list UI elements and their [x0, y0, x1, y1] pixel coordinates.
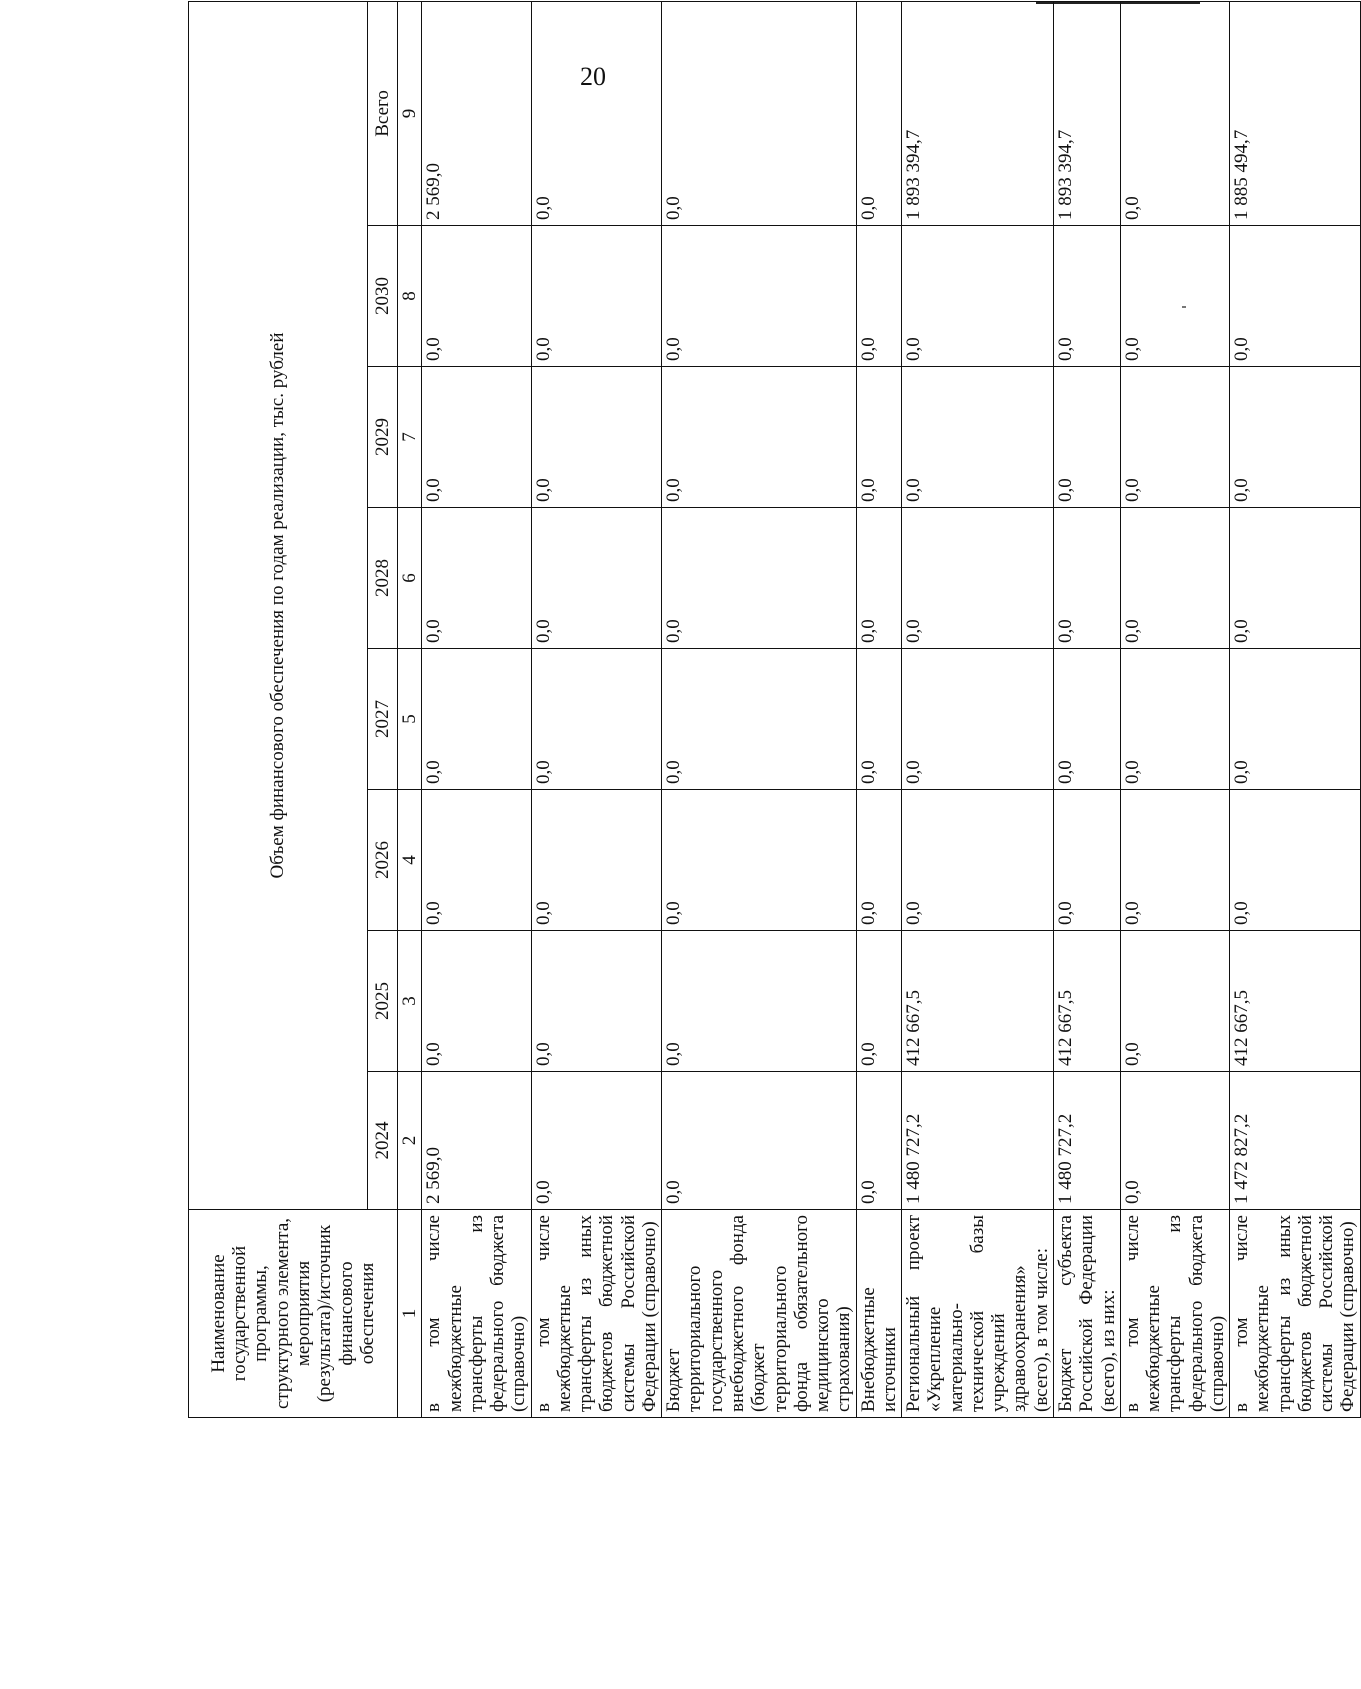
value-cell: 0,0	[422, 226, 531, 367]
column-number: 9	[398, 1, 422, 225]
column-number: 8	[398, 226, 422, 367]
row-name-cell: Бюджет субъекта Российской Федерации (всего), из них:	[1053, 1210, 1120, 1418]
year-header: 2030	[367, 226, 397, 367]
table-row	[1053, 1, 1120, 1417]
table-row	[1230, 1, 1361, 1417]
value-cell: 0,0	[662, 1072, 856, 1210]
value-cell: 0,0	[1120, 1072, 1229, 1210]
value-cell: 0,0	[902, 367, 1054, 508]
value-cell: 0,0	[422, 931, 531, 1072]
value-cell: 0,0	[531, 790, 662, 931]
header-row-group	[189, 1, 368, 1417]
page-number: 20	[580, 62, 606, 91]
value-cell: 1 480 727,2	[1053, 1072, 1120, 1210]
column-number: 3	[398, 931, 422, 1072]
value-cell: 0,0	[902, 649, 1054, 790]
value-cell: 0,0	[902, 790, 1054, 931]
value-cell: 0,0	[1230, 649, 1361, 790]
value-cell: 0,0	[1053, 649, 1120, 790]
year-header: 2028	[367, 508, 397, 649]
total-header: Всего	[367, 1, 397, 225]
table-row	[856, 1, 902, 1417]
value-cell: 0,0	[662, 508, 856, 649]
value-cell: 0,0	[856, 790, 902, 931]
value-cell: 0,0	[1120, 226, 1229, 367]
value-cell: 0,0	[1230, 790, 1361, 931]
value-cell: 0,0	[1053, 508, 1120, 649]
value-cell: 0,0	[856, 226, 902, 367]
column-number: 4	[398, 790, 422, 931]
column-number-row	[398, 1, 422, 1417]
total-cell: 0,0	[856, 1, 902, 225]
value-cell: 0,0	[1230, 367, 1361, 508]
table-row	[902, 1, 1054, 1417]
value-cell: 0,0	[1120, 367, 1229, 508]
value-cell: 0,0	[1053, 790, 1120, 931]
row-name-cell: в том числе межбюджетные трансферты из федерального бюджета (справочно)	[1120, 1210, 1229, 1418]
value-cell: 0,0	[1230, 226, 1361, 367]
value-cell: 1 472 827,2	[1230, 1072, 1361, 1210]
total-cell: 0,0	[1120, 1, 1229, 225]
total-cell: 0,0	[531, 1, 662, 225]
year-header: 2025	[367, 931, 397, 1072]
row-name-cell: Бюджет территориального государственного внебюджетного фонда (бюджет территориального фонда обязательного медицинского страхования)	[662, 1210, 856, 1418]
total-cell: 0,0	[662, 1, 856, 225]
column-number: 2	[398, 1072, 422, 1210]
header-group-cell: Объем финансового обеспечения по годам реализации, тыс. рублей	[189, 1, 368, 1209]
total-cell: 1 893 394,7	[1053, 1, 1120, 225]
table-row	[1120, 1, 1229, 1417]
value-cell: 0,0	[856, 931, 902, 1072]
table-row	[531, 1, 662, 1417]
row-name-cell: в том числе межбюджетные трансферты из федерального бюджета (справочно)	[422, 1210, 531, 1418]
column-number: 1	[398, 1210, 422, 1418]
value-cell: 412 667,5	[902, 931, 1054, 1072]
value-cell: 0,0	[531, 1072, 662, 1210]
year-header: 2027	[367, 649, 397, 790]
value-cell: 0,0	[1053, 226, 1120, 367]
total-cell: 2 569,0	[422, 1, 531, 225]
value-cell: 0,0	[531, 226, 662, 367]
value-cell: 0,0	[856, 367, 902, 508]
value-cell: 0,0	[902, 226, 1054, 367]
value-cell: 0,0	[856, 1072, 902, 1210]
value-cell: 0,0	[1120, 790, 1229, 931]
value-cell: 0,0	[1120, 649, 1229, 790]
total-cell: 1 885 494,7	[1230, 1, 1361, 225]
value-cell: 0,0	[1120, 508, 1229, 649]
year-header: 2029	[367, 367, 397, 508]
row-name-cell: Внебюджетные источники	[856, 1210, 902, 1418]
value-cell: 0,0	[422, 649, 531, 790]
value-cell: 0,0	[422, 508, 531, 649]
financing-table	[188, 1, 1361, 1418]
header-name-cell: Наименование государственной программы, структурного элемента, мероприятия (результата)/источник финансового обеспечения	[189, 1210, 398, 1418]
value-cell: 0,0	[662, 226, 856, 367]
value-cell: 0,0	[531, 508, 662, 649]
year-header: 2024	[367, 1072, 397, 1210]
year-header: 2026	[367, 790, 397, 931]
value-cell: 0,0	[531, 649, 662, 790]
rotated-table-sheet	[188, 2, 1359, 1418]
value-cell: 1 480 727,2	[902, 1072, 1054, 1210]
total-cell: 1 893 394,7	[902, 1, 1054, 225]
value-cell: 2 569,0	[422, 1072, 531, 1210]
value-cell: 0,0	[662, 931, 856, 1072]
value-cell: 412 667,5	[1230, 931, 1361, 1072]
value-cell: 0,0	[662, 649, 856, 790]
value-cell: 0,0	[902, 508, 1054, 649]
row-name-cell: Региональный проект «Укрепление материально-технической базы учреждений здравоохранения» (всего), в том числе:	[902, 1210, 1054, 1418]
table-row	[422, 1, 531, 1417]
value-cell: 0,0	[422, 790, 531, 931]
value-cell: 0,0	[856, 649, 902, 790]
column-number: 7	[398, 367, 422, 508]
value-cell: 0,0	[662, 367, 856, 508]
row-name-cell: в том числе межбюджетные трансферты из иных бюджетов бюджетной системы Российской Федерации (справочно)	[531, 1210, 662, 1418]
value-cell: 0,0	[531, 931, 662, 1072]
value-cell: 0,0	[662, 790, 856, 931]
value-cell: 0,0	[1053, 367, 1120, 508]
value-cell: 0,0	[422, 367, 531, 508]
value-cell: 0,0	[531, 367, 662, 508]
header-row-years	[367, 1, 397, 1417]
row-name-cell: в том числе межбюджетные трансферты из иных бюджетов бюджетной системы Российской Федерации (справочно)	[1230, 1210, 1361, 1418]
value-cell: 412 667,5	[1053, 931, 1120, 1072]
value-cell: 0,0	[1120, 931, 1229, 1072]
column-number: 5	[398, 649, 422, 790]
value-cell: 0,0	[856, 508, 902, 649]
column-number: 6	[398, 508, 422, 649]
table-row	[662, 1, 856, 1417]
value-cell: 0,0	[1230, 508, 1361, 649]
